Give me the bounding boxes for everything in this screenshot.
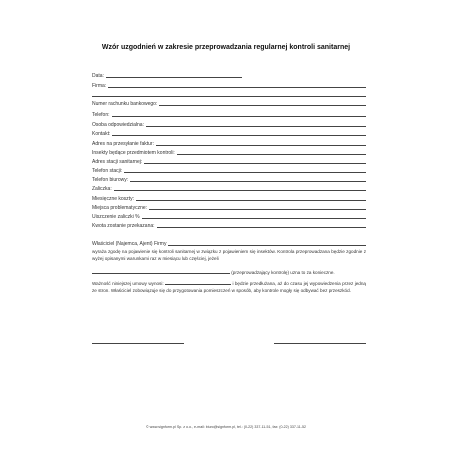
field-label-advance-percent: Uiszczenie zaliczki %	[92, 214, 140, 220]
consent-end-row	[92, 269, 366, 277]
field-line-insects[interactable]	[177, 154, 366, 155]
field-line-advance-percent[interactable]	[142, 218, 366, 219]
field-row-station-phone	[92, 166, 366, 174]
field-row-monthly-costs	[92, 194, 366, 202]
owner-label: Właściciel (Najemca, Ajent) Firmy	[92, 241, 167, 247]
field-line-station-address[interactable]	[144, 163, 366, 164]
consent-paragraph	[92, 249, 366, 262]
field-row-station-address	[92, 157, 366, 165]
field-line-office-phone[interactable]	[130, 181, 366, 182]
field-label-date: Data:	[92, 73, 104, 79]
field-line-bank-account[interactable]	[159, 105, 366, 106]
field-label-problem-areas: Miejsca problematyczne:	[92, 205, 148, 211]
field-line-amount-transfer[interactable]	[157, 227, 366, 228]
field-row-insects	[92, 148, 366, 156]
field-label-phone: Telefon:	[92, 112, 110, 118]
field-line-contact[interactable]	[112, 135, 366, 136]
signature-line-left[interactable]	[92, 343, 184, 344]
field-row-responsible-person	[92, 120, 366, 128]
field-row-phone	[92, 110, 366, 118]
field-row-problem-areas	[92, 203, 366, 211]
document-title: Wzór uzgodnień w zakresie przeprowadzania regularnej kontroli sanitarnej	[101, 44, 351, 51]
field-row-amount-transfer	[92, 221, 366, 229]
field-line-company-extra[interactable]	[92, 96, 366, 97]
field-line-invoice-address[interactable]	[156, 145, 366, 146]
validity-blank-line[interactable]	[165, 280, 231, 285]
owner-row	[92, 239, 366, 247]
field-label-advance: Zaliczka:	[92, 186, 112, 192]
field-row-bank-account	[92, 99, 366, 107]
validity-paragraph	[92, 280, 366, 294]
field-label-invoice-address: Adres na przesyłanie faktur:	[92, 141, 154, 147]
consent-end-text: (przeprowadzający kontrolę) uzna to za konieczne.	[231, 270, 335, 275]
validity-start-text: Ważność niniejszej umowy wynosi:	[92, 281, 164, 286]
field-line-company[interactable]	[108, 87, 366, 88]
signature-line-right[interactable]	[274, 343, 366, 344]
field-label-station-phone: Telefon stacji:	[92, 168, 123, 174]
footer-text: © www.signform.pl Sp. z o.o., e-mail: biuro@signform.pl, tel.: (0-22) 337-11-51, fax: (0-22) 337-11-52	[146, 425, 306, 429]
field-label-monthly-costs: Miesięczne koszty:	[92, 196, 134, 202]
field-label-amount-transfer: Kwota zostanie przekazana:	[92, 223, 155, 229]
field-row-office-phone	[92, 175, 366, 183]
field-label-contact: Kontakt:	[92, 131, 111, 137]
field-label-bank-account: Numer rachunku bankowego:	[92, 101, 158, 107]
field-line-phone[interactable]	[112, 116, 366, 117]
field-line-problem-areas[interactable]	[149, 209, 366, 210]
field-label-insects: Insekty będące przedmiotem kontroli:	[92, 150, 175, 156]
field-row-invoice-address	[92, 139, 366, 147]
field-line-responsible-person[interactable]	[146, 126, 366, 127]
field-line-advance[interactable]	[114, 190, 366, 191]
field-line-monthly-costs[interactable]	[136, 200, 366, 201]
field-row-advance-percent	[92, 212, 366, 220]
consent-text: wyraża zgodę na pojawienie się kontroli sanitarnej w związku z pojawieniem się insektów. Kontrola przeprowadzana będzie zgodnie z wyżej opisanymi warunkami raz w miesiącu lub częściej, jeżeli	[92, 249, 366, 261]
field-label-company: Firma:	[92, 83, 107, 89]
field-line-station-phone[interactable]	[124, 172, 366, 173]
field-line-date[interactable]	[106, 77, 242, 78]
field-row-contact	[92, 129, 366, 137]
consent-blank-line[interactable]	[92, 269, 230, 274]
field-label-office-phone: Telefon biurowy:	[92, 177, 129, 183]
field-label-station-address: Adres stacji sanitarnej:	[92, 159, 143, 165]
field-row-company	[92, 81, 366, 89]
validity-rest-text: i będzie przedłużana, aż do czasu jej wypowiedzenia przez jedną ze stron. Właściciel zobowiązuje się do przygotowania pomieszczeń w sposób, aby kontrole mogły się odbywać bez przeszkód.	[92, 281, 366, 293]
field-row-date	[92, 71, 242, 79]
owner-line[interactable]	[168, 245, 366, 246]
field-label-responsible-person: Osoba odpowiedzialna:	[92, 122, 144, 128]
field-row-advance	[92, 184, 366, 192]
